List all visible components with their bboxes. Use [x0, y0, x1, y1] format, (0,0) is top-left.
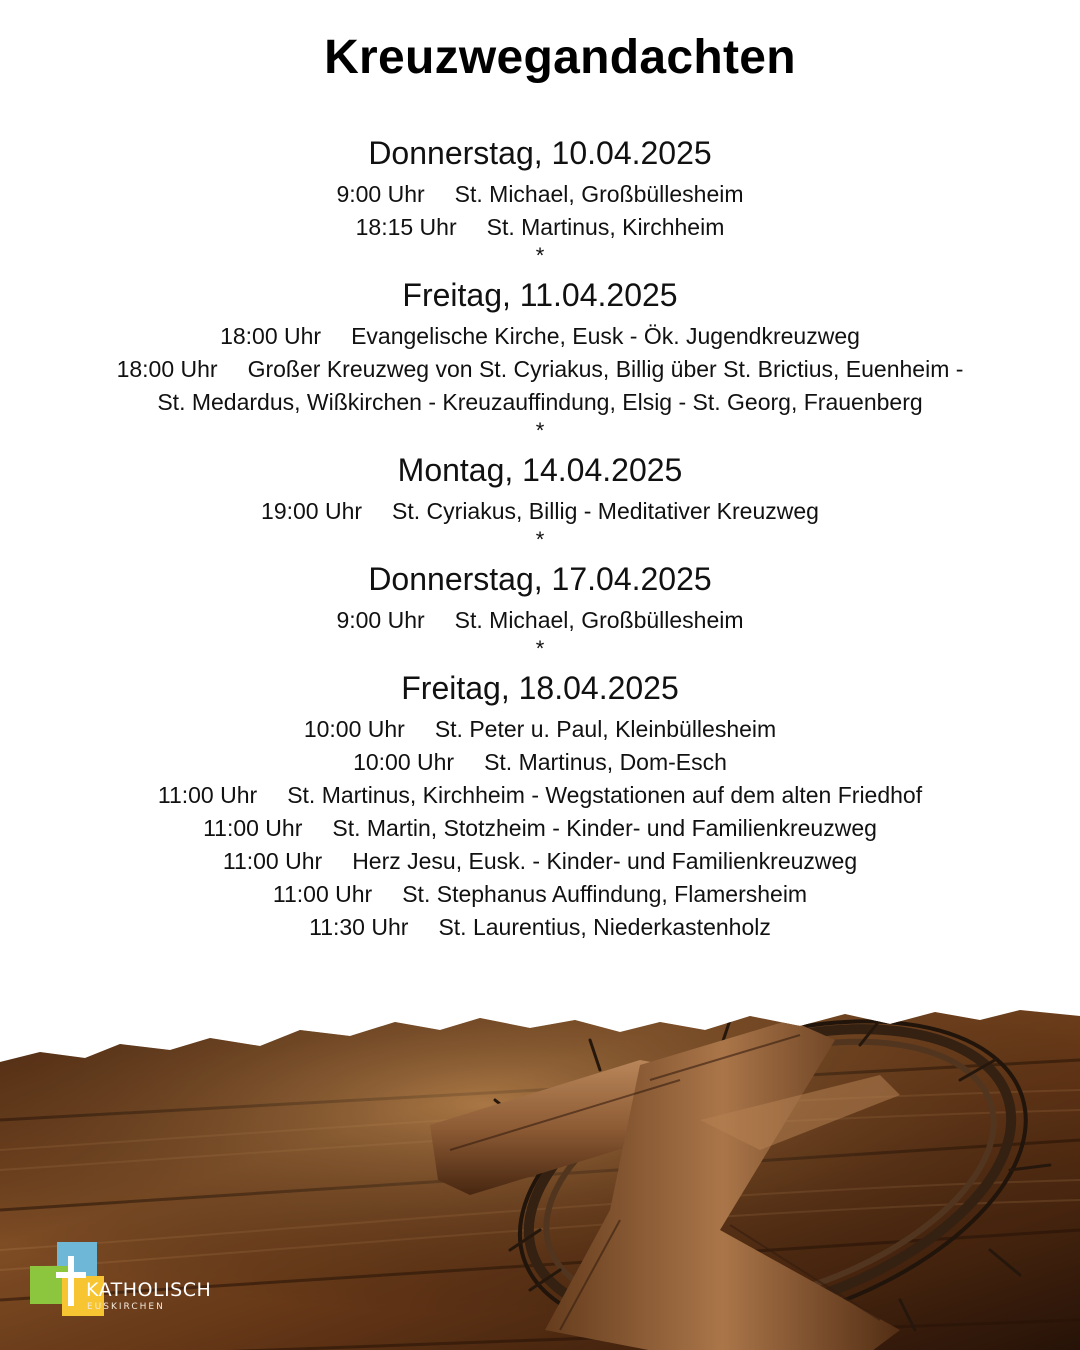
entry-time: 18:00 Uhr [220, 323, 322, 349]
schedule-entry [0, 353, 1080, 386]
entry-location: Evangelische Kirche, Eusk - Ök. Jugendkreuzweg [351, 323, 860, 349]
schedule-entry [0, 211, 1080, 244]
entry-time: 11:00 Uhr [157, 782, 258, 808]
separator-asterisk: * [535, 418, 545, 443]
schedule-entry [0, 845, 1080, 878]
schedule-entry [0, 320, 1080, 353]
entry-time: 11:30 Uhr [309, 914, 409, 940]
day-heading: Donnerstag, 17.04.2025 [368, 561, 712, 597]
schedule-entry [0, 713, 1080, 746]
entry-location: Großer Kreuzweg von St. Cyriakus, Billig über St. Brictius, Euenheim - [247, 356, 964, 382]
entry-time: 11:00 Uhr [272, 881, 373, 907]
entry-location: St. Medardus, Wißkirchen - Kreuzauffindung, Elsig - St. Georg, Frauenberg [157, 389, 923, 415]
day-block [0, 274, 1080, 419]
entry-location: Herz Jesu, Eusk. - Kinder- und Familienkreuzweg [352, 848, 858, 874]
schedule-entry [0, 779, 1080, 812]
schedule-entry [0, 604, 1080, 637]
day-heading: Montag, 14.04.2025 [397, 452, 683, 488]
entry-location: St. Michael, Großbüllesheim [454, 181, 744, 207]
entry-location: St. Martinus, Dom-Esch [484, 749, 727, 775]
entry-time: 9:00 Uhr [336, 607, 425, 633]
schedule-entry [0, 878, 1080, 911]
entry-time: 18:15 Uhr [355, 214, 457, 240]
day-block [0, 132, 1080, 244]
entry-location: St. Peter u. Paul, Kleinbüllesheim [434, 716, 777, 742]
schedule-list [0, 132, 1080, 944]
entry-time: 19:00 Uhr [261, 498, 363, 524]
schedule-entry [0, 178, 1080, 211]
entry-location: St. Martinus, Kirchheim - Wegstationen auf dem alten Friedhof [287, 782, 923, 808]
day-heading: Donnerstag, 10.04.2025 [368, 135, 712, 171]
schedule-entry [0, 911, 1080, 944]
entry-time: 18:00 Uhr [116, 356, 218, 382]
separator-asterisk: * [535, 527, 545, 552]
entry-time: 10:00 Uhr [353, 749, 455, 775]
day-block [0, 449, 1080, 528]
logo-name: KATHOLISCH [86, 1279, 212, 1301]
entry-time: 9:00 Uhr [336, 181, 425, 207]
day-block [0, 558, 1080, 637]
entry-location: St. Stephanus Auffindung, Flamersheim [402, 881, 808, 907]
entry-location: St. Laurentius, Niederkastenholz [438, 914, 771, 940]
separator-asterisk: * [535, 243, 545, 268]
schedule-entry [0, 746, 1080, 779]
day-block [0, 667, 1080, 944]
logo-subtitle: EUSKIRCHEN [87, 1302, 165, 1312]
entry-location: St. Martinus, Kirchheim [486, 214, 725, 240]
entry-time: 11:00 Uhr [222, 848, 323, 874]
entry-location: St. Cyriakus, Billig - Meditativer Kreuzweg [392, 498, 819, 524]
entry-location: St. Martin, Stotzheim - Kinder- und Familienkreuzweg [332, 815, 877, 841]
entry-location: St. Michael, Großbüllesheim [454, 607, 744, 633]
entry-time: 11:00 Uhr [203, 815, 303, 841]
schedule-entry [0, 812, 1080, 845]
day-heading: Freitag, 11.04.2025 [402, 277, 678, 313]
schedule-entry [0, 386, 1080, 419]
schedule-entry [0, 495, 1080, 528]
page-title: Kreuzwegandachten [324, 31, 796, 84]
day-heading: Freitag, 18.04.2025 [401, 670, 679, 706]
separator-asterisk: * [535, 636, 545, 661]
entry-time: 10:00 Uhr [303, 716, 405, 742]
